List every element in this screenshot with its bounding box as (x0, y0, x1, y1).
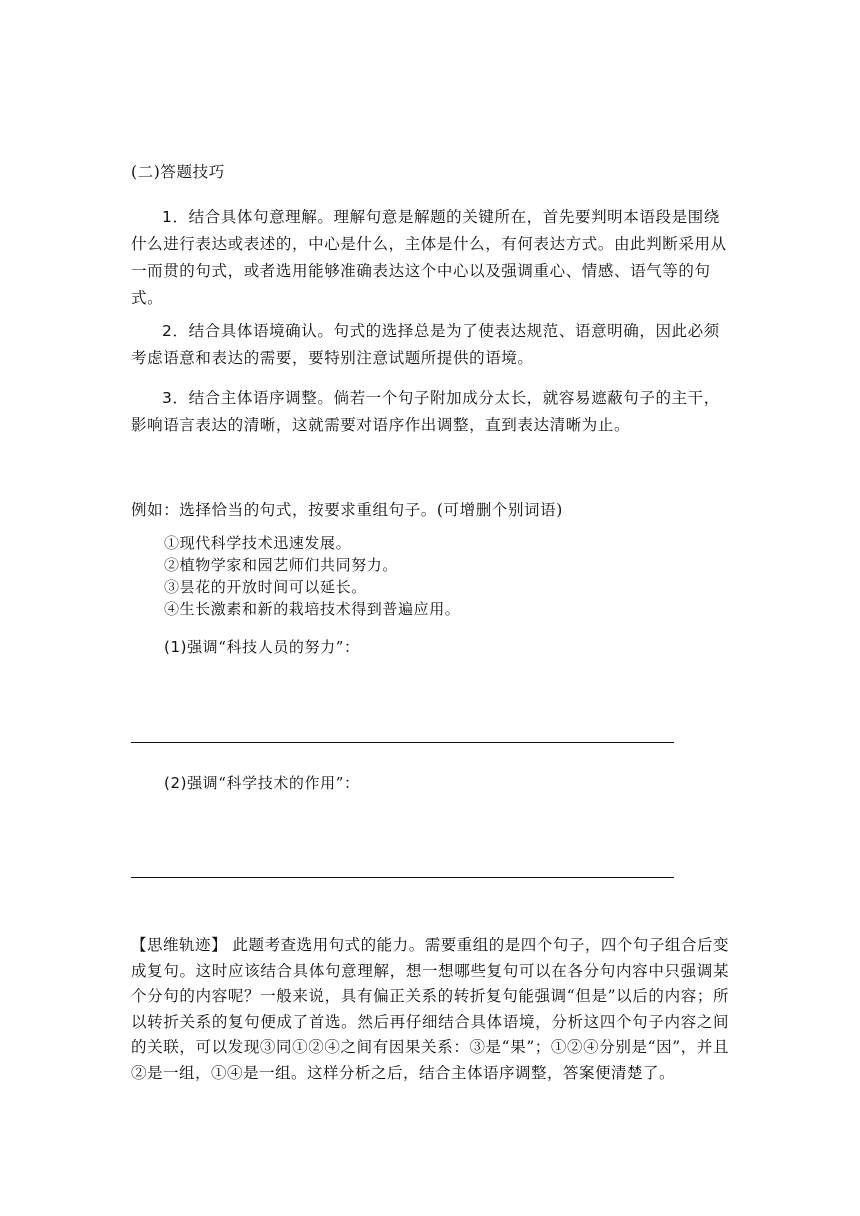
section-title: (二)答题技巧 (131, 163, 225, 181)
tip-number: 1． (162, 208, 189, 226)
list-item: ③昙花的开放时间可以延长。 (164, 578, 367, 596)
question-1 (164, 636, 360, 658)
example-sentence-list (164, 532, 460, 620)
analysis-label: 【思维轨迹】 (131, 936, 228, 954)
list-item: ①现代科学技术迅速发展。 (164, 534, 352, 552)
list-item: ②植物学家和园艺师们共同努力。 (164, 556, 399, 574)
analysis-text: 此题考查选用句式的能力。需要重组的是四个句子，四个句子组合后变成复句。这时应该结合具体句意理解，想一想哪些复句可以在各分句内容中只强调某个分句的内容呢？一般来说，具有偏正关系的转折复句能强调“但是”以后的内容；所以转折关系的复句便成了首选。然后再仔细结合具体语境，分析这四个句子内容之间的关联，可以发现③同①②④之间有因果关系：③是“果”；①②④分别是“因”，并且②是一组，①④是一组。这样分析之后，结合主体语序调整，答案便清楚了。 (131, 936, 729, 1082)
example-intro: 例如：选择恰当的句式，按要求重组句子。(可增删个别词语) (131, 501, 563, 519)
tip-paragraph-3 (131, 385, 731, 439)
question-text: 强调“科技人员的努力”： (187, 638, 360, 656)
section-heading (131, 160, 225, 184)
tip-paragraph-2 (131, 318, 731, 372)
question-number: (1) (164, 638, 188, 656)
analysis-paragraph (131, 933, 729, 1086)
tip-text: 结合具体句意理解。理解句意是解题的关键所在，首先要判明本语段是围绕什么进行表达或表述的，中心是什么，主体是什么，有何表达方式。由此判断采用从一而贯的句式，或者选用能够准确表达这个中心以及强调重心、情感、语气等的句式。 (131, 208, 727, 307)
tip-number: 3． (162, 389, 189, 407)
question-number: (2) (164, 774, 188, 792)
tip-number: 2． (162, 322, 189, 340)
tip-paragraph-1 (131, 204, 731, 312)
answer-line-2[interactable] (131, 877, 674, 878)
list-item: ④生长激素和新的栽培技术得到普遍应用。 (164, 600, 461, 618)
tip-text: 结合主体语序调整。倘若一个句子附加成分太长，就容易遮蔽句子的主干，影响语言表达的清晰，这就需要对语序作出调整，直到表达清晰为止。 (131, 389, 720, 434)
answer-line-1[interactable] (131, 742, 674, 743)
question-text: 强调“科学技术的作用”： (187, 774, 360, 792)
tip-text: 结合具体语境确认。句式的选择总是为了使表达规范、语意明确，因此必须考虑语意和表达的需要，要特别注意试题所提供的语境。 (131, 322, 720, 367)
question-2 (164, 772, 360, 794)
